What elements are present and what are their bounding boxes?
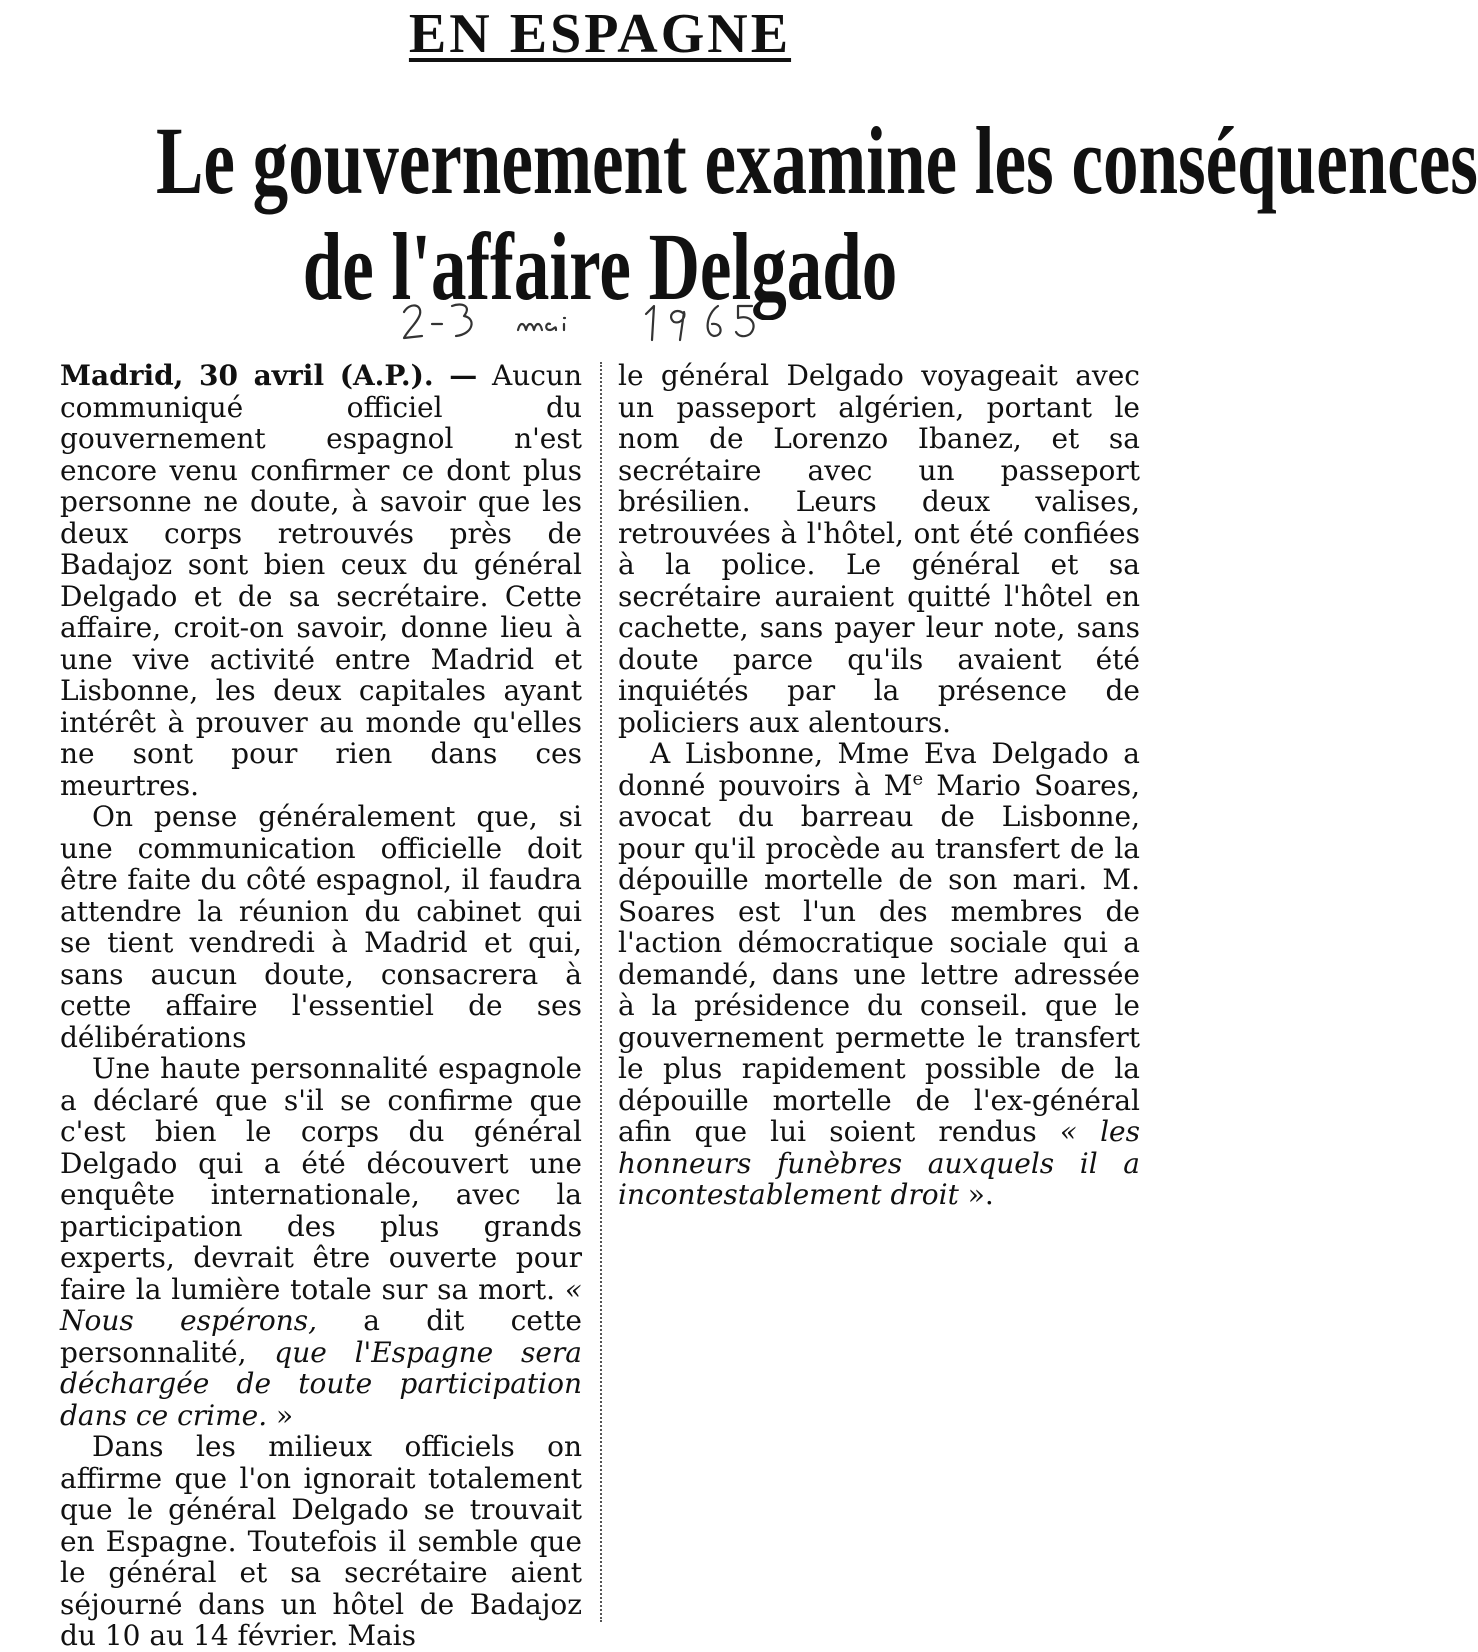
paragraph-6-text: Mario Soares, avocat du barreau de Lisbonne, pour qu'il procède au transfert de la dépouille mortelle de son mari. M. Soares est l'un des membres de l'action démocratique sociale qui a demandé, dans une lettre adressée à la présidence du conseil. que le gouvernement permette le transfert le plus rapidement possible de la dépouille mortelle de l'ex-général afin que lui soient rendus xyxy=(618,768,1140,1148)
paragraph-4: Dans les milieux officiels on affirme que l'on ignorait totalement que le général Delgado se trouvait en Espagne. Toutefois il semble que le général et sa secrétaire aient séjourné dans un hôtel de Badajoz du 10 au 14 février. Mais xyxy=(60,1430,582,1652)
paragraph-2: On pense généralement que, si une communication officielle doit être faite du côté espagnol, il faudra attendre la réunion du cabinet qui se tient vendredi à Madrid et qui, sans aucun doute, consacrera à cette affaire l'essentiel de ses délibérations xyxy=(60,800,582,1054)
quote-3: « les honneurs funèbres auxquels il a incontestablement droit xyxy=(618,1115,1140,1211)
handwritten-date-annotation xyxy=(400,300,820,348)
article-column-right xyxy=(618,360,1140,1211)
headline-line-1: Le gouvernement examine les conséquences xyxy=(156,107,1478,214)
paragraph-3-text: Une haute personnalité espagnole a déclaré que s'il se confirme que c'est bien le corps du général Delgado qui a été découvert une enquête internationale, avec la participation des plus grands experts, devrait être ouverte pour faire la lumière totale sur sa mort. xyxy=(60,1052,582,1306)
paragraph-3 xyxy=(60,1053,582,1431)
headline-line-2: de l'affaire Delgado xyxy=(302,213,898,320)
paragraph-6-end: ». xyxy=(958,1178,994,1211)
paragraph-6 xyxy=(618,738,1140,1211)
paragraph-1 xyxy=(60,360,582,801)
dateline: Madrid, 30 avril (A.P.). — xyxy=(60,359,478,392)
paragraph-5: le général Delgado voyageait avec un passeport algérien, portant le nom de Lorenzo Ibanez, et sa secrétaire avec un passeport brésilien. Leurs deux valises, retrouvées à l'hôtel, ont été confiées à la police. Le général et sa secrétaire auraient quitté l'hôtel en cachette, sans payer leur note, sans doute parce qu'ils avaient été inquiétés par la présence de policiers aux alentours. xyxy=(618,359,1140,739)
paragraph-1-text: Aucun communiqué officiel du gouvernement espagnol n'est encore venu confirmer ce dont plus personne ne doute, à savoir que les deux corps retrouvés près de Badajoz sont bien ceux du général Delgado et de sa secrétaire. Cette affaire, croit-on savoir, donne lieu à une vive activité entre Madrid et Lisbonne, les deux capitales ayant intérêt à prouver au monde qu'elles ne sont pour rien dans ces meurtres. xyxy=(60,359,582,802)
handwritten-date-drawing xyxy=(400,300,820,348)
maitre-superscript: e xyxy=(912,768,924,790)
quote-1: « Nous espérons, xyxy=(60,1272,582,1337)
paragraph-6-start: A Lisbonne, Mme Eva Delgado a donné pouvoirs à M xyxy=(618,737,1140,802)
section-kicker xyxy=(0,4,1200,64)
headline xyxy=(156,107,1478,320)
quote-2: que l'Espagne sera déchargée de toute participation dans ce crime. xyxy=(60,1335,582,1432)
column-divider xyxy=(600,362,602,1622)
paragraph-3-mid: a dit cette personnalité, xyxy=(60,1304,582,1369)
kicker-text: EN ESPAGNE xyxy=(408,3,792,65)
paragraph-3-end: » xyxy=(267,1398,294,1432)
article-column-left xyxy=(60,360,582,1652)
